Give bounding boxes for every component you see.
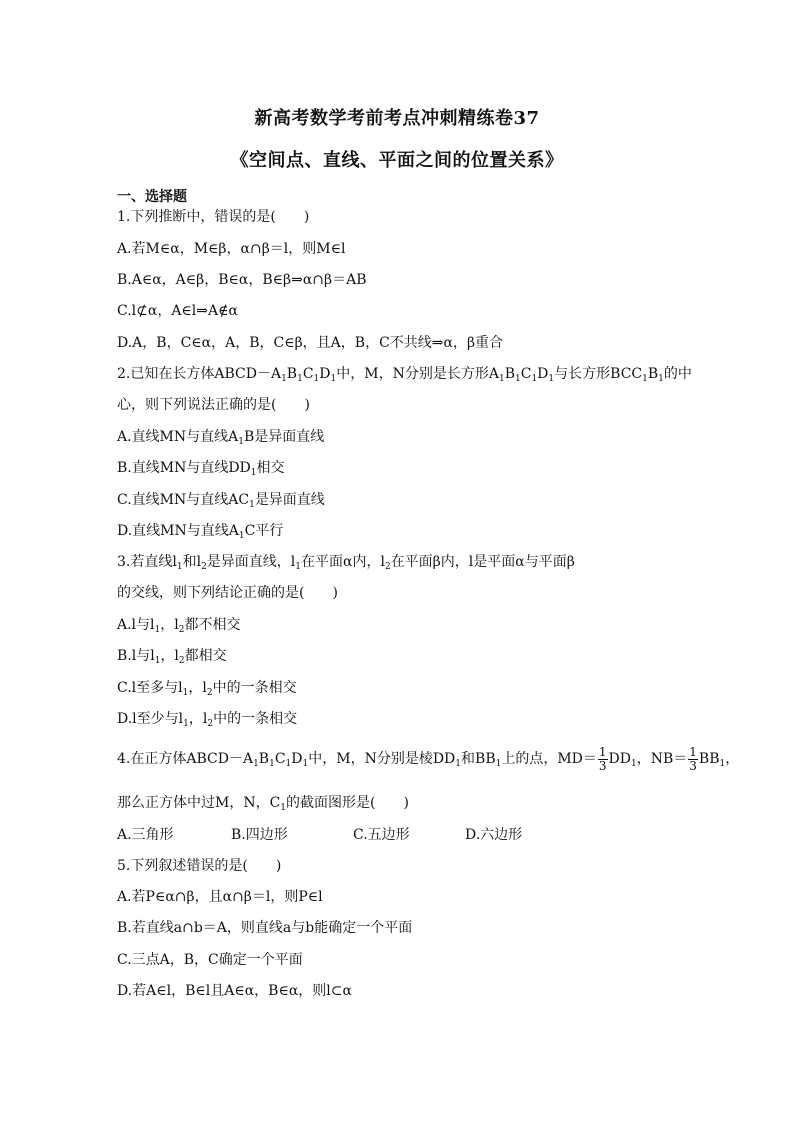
q3-stem: 3.若直线$l_1$和$l_2$是异面直线，$l_1$在平面α内，$l_2$在平面β内，l是平面α与平面β bbox=[117, 554, 575, 572]
q4-option-a: A.三角形 bbox=[117, 827, 174, 843]
q3-option-d: D.l至少与$l_1$，$l_2$中的一条相交 bbox=[117, 711, 298, 729]
q1-option-c: C.l⊄α，A∈l⇒A∉α bbox=[117, 303, 238, 319]
q4-option-d: D.六边形 bbox=[465, 827, 523, 843]
q3-option-c: C.l至多与$l_1$，$l_2$中的一条相交 bbox=[117, 680, 297, 698]
q2-stem: 2.已知在长方体$ABCD-A_1B_1C_1D_1$中，M，N分别是长方形$A_1B_1C_1D_1$与长方形$BCC_1B_1$的中 bbox=[117, 366, 692, 384]
q4-stem-line2: 那么正方体中过M，N，$C_1$的截面图形是( ) bbox=[117, 795, 409, 813]
q3-stem-line2: 的交线，则下列结论正确的是( ) bbox=[117, 585, 338, 601]
q5-option-b: B.若直线a∩b＝A，则直线a与b能确定一个平面 bbox=[117, 920, 413, 936]
q1-option-b: B.A∈α，A∈β，B∈α，B∈β⇒α∩β＝AB bbox=[117, 272, 367, 288]
q5-option-a: A.若P∈α∩β，且α∩β＝l，则P∈l bbox=[117, 889, 323, 905]
q1-option-a: A.若M∈α，M∈β，α∩β＝l，则M∈l bbox=[117, 241, 346, 257]
page-subtitle: 《空间点、直线、平面之间的位置关系》 bbox=[230, 150, 564, 171]
q1-stem: 1.下列推断中，错误的是( ) bbox=[117, 209, 310, 225]
q2-option-b: B.直线MN与直线$DD_1$相交 bbox=[117, 460, 285, 478]
q2-option-a: A.直线MN与直线$A_1B$是异面直线 bbox=[117, 429, 325, 447]
q5-option-d: D.若A∈l，B∈l且A∈α，B∈α，则l⊂α bbox=[117, 983, 352, 999]
q2-option-d: D.直线MN与直线$A_1C$平行 bbox=[117, 523, 284, 541]
page-title: 新高考数学考前考点冲刺精练卷37 bbox=[254, 108, 540, 129]
q1-option-d: D.A，B，C∈α，A，B，C∈β，且A，B，C不共线⇒α，β重合 bbox=[117, 335, 504, 351]
q3-option-a: A.l与$l_1$，$l_2$都不相交 bbox=[117, 617, 241, 635]
section-heading: 一、选择题 bbox=[117, 189, 187, 205]
q4-stem: 4.在正方体$ABCD-A_1B_1C_1D_1$中，M，N分别是棱$DD_1$和$BB_1$上的点，MD＝ $\frac{1}{3}$ $DD_1$，NB＝ $\frac{1}{3}$ $BB_1$， bbox=[117, 744, 740, 773]
q2-option-c: C.直线MN与直线$AC_1$是异面直线 bbox=[117, 492, 325, 510]
fraction-one-third: $\frac{1}{3}$ bbox=[689, 744, 697, 773]
q5-option-c: C.三点A，B，C确定一个平面 bbox=[117, 952, 303, 968]
q5-stem: 5.下列叙述错误的是( ) bbox=[117, 858, 282, 874]
q3-option-b: B.l与$l_1$，$l_2$都相交 bbox=[117, 648, 227, 666]
q2-stem-line2: 心，则下列说法正确的是( ) bbox=[117, 397, 310, 413]
q4-option-b: B.四边形 bbox=[231, 827, 288, 843]
q4-option-c: C.五边形 bbox=[353, 827, 410, 843]
q4-options bbox=[117, 826, 522, 844]
fraction-one-third: $\frac{1}{3}$ bbox=[598, 744, 607, 773]
